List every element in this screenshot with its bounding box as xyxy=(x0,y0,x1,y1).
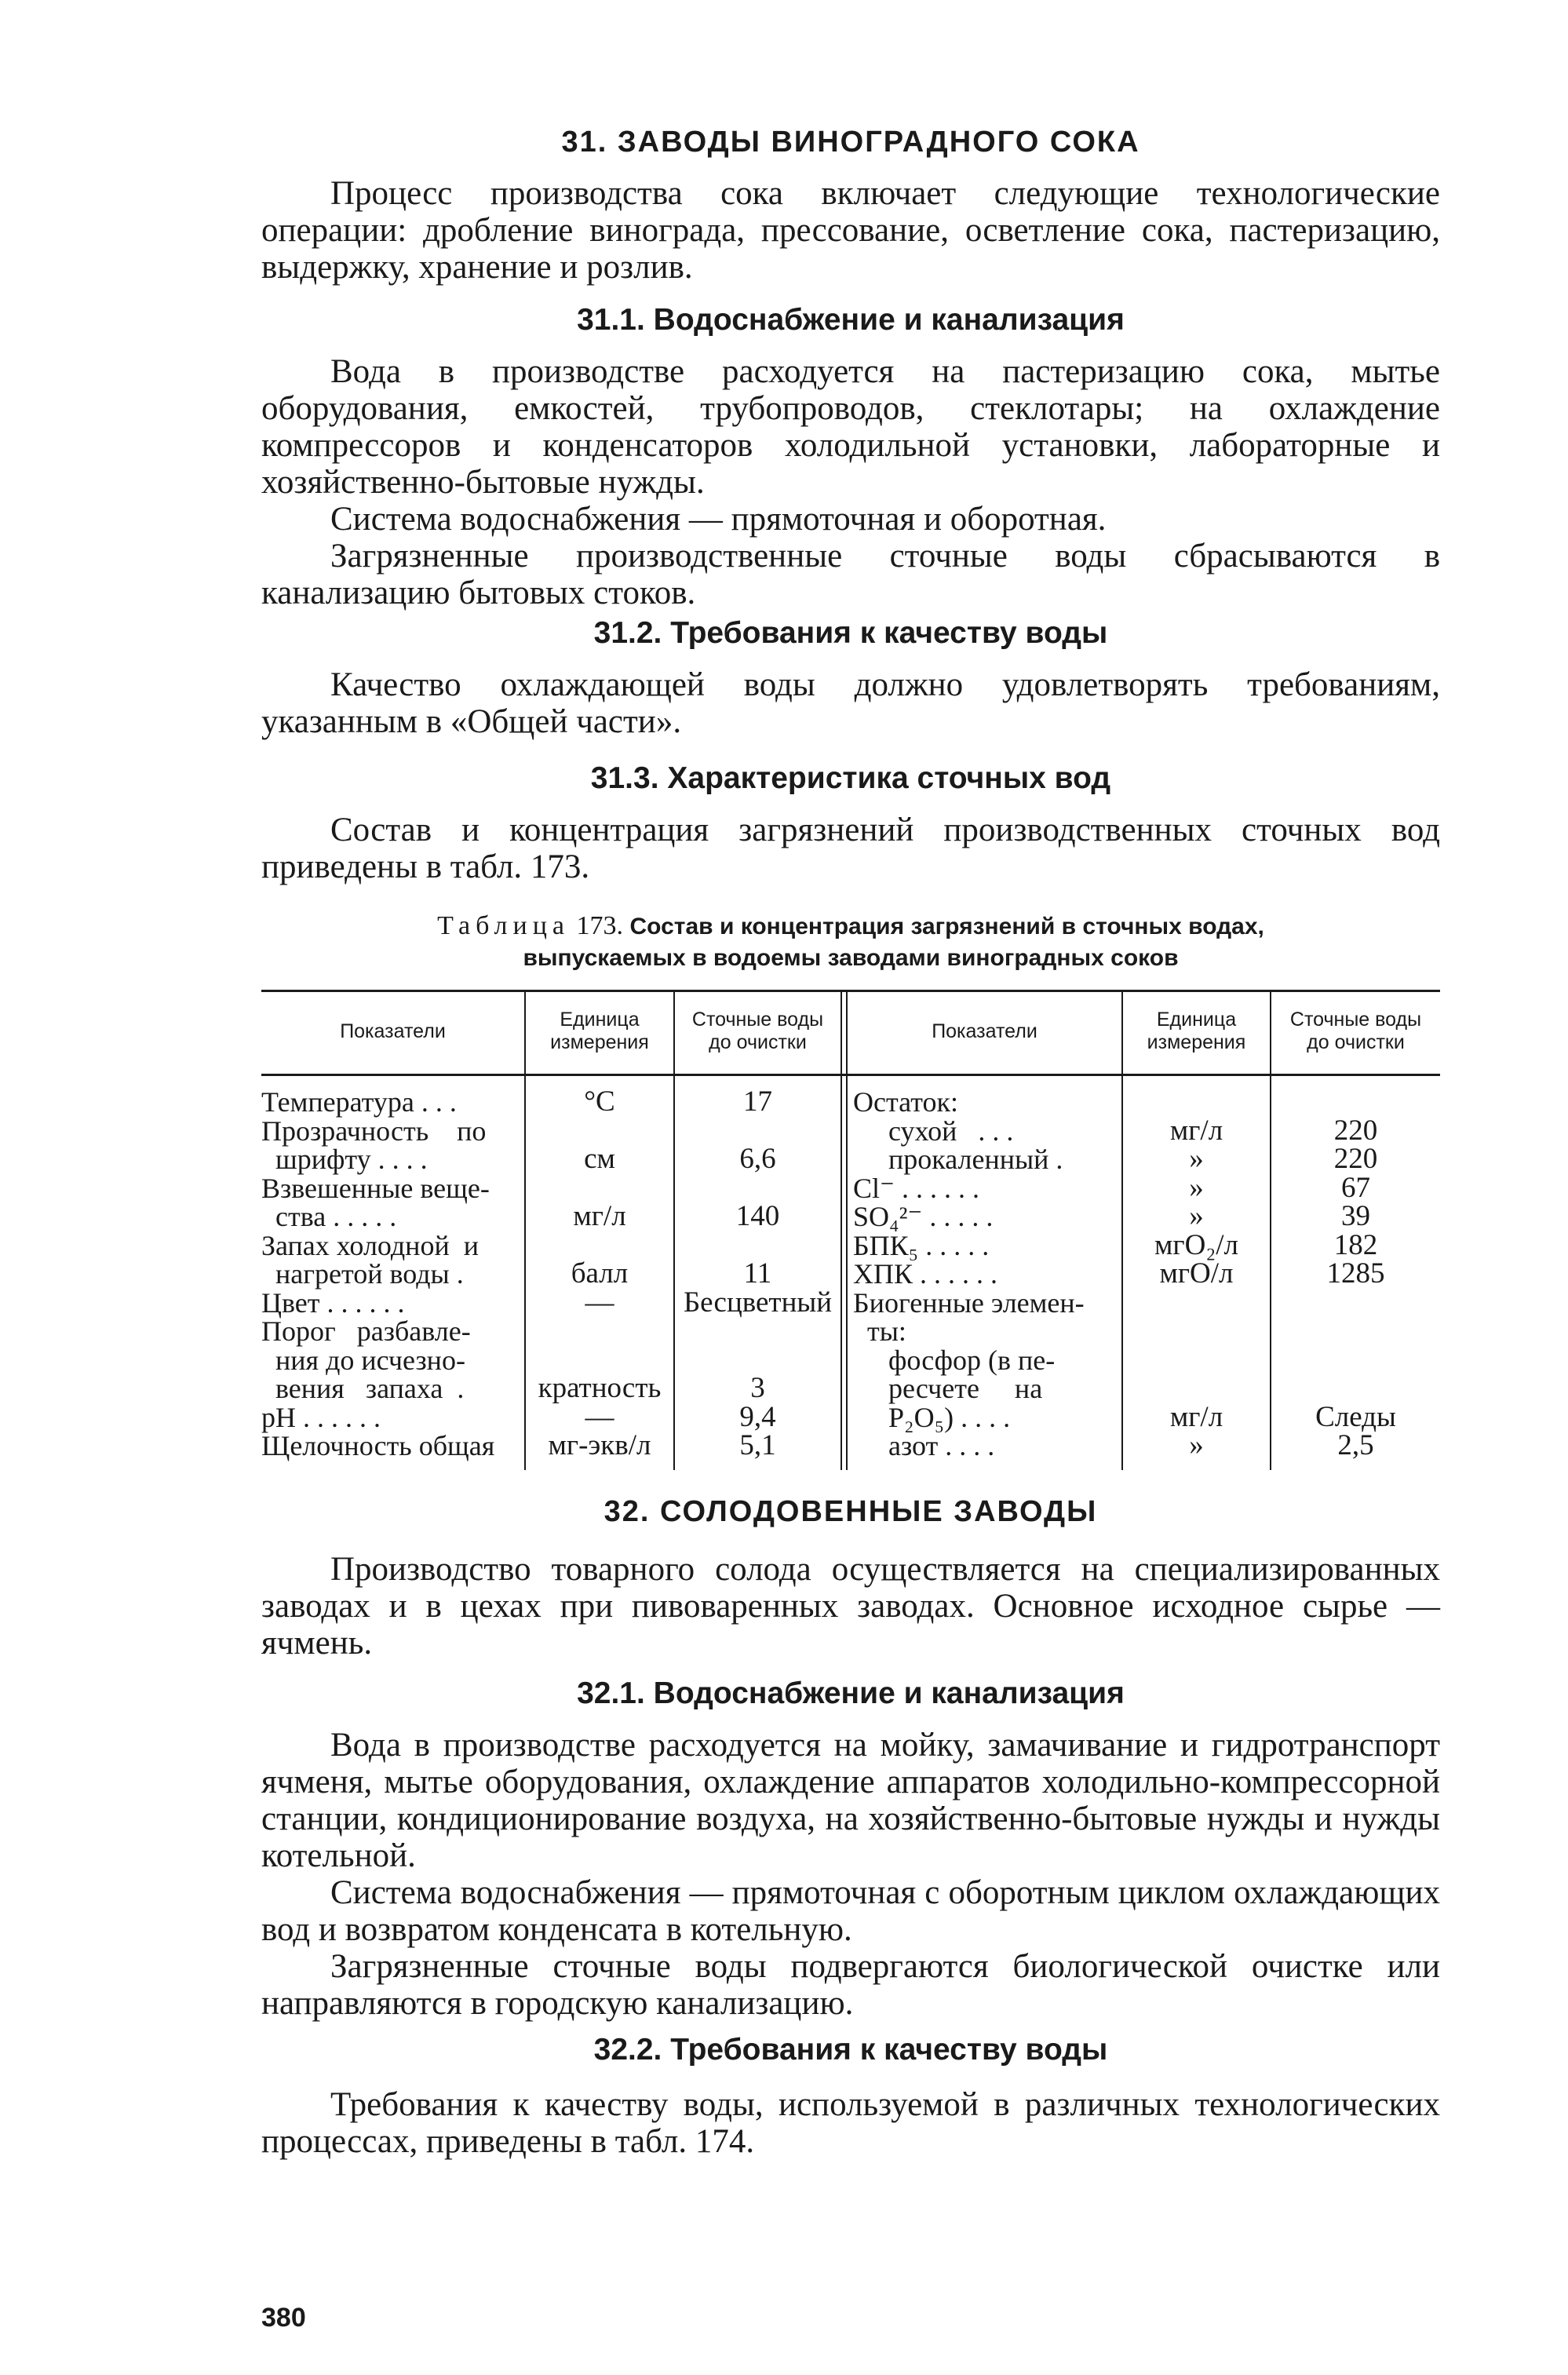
header-value-line-1: Сточные воды xyxy=(691,1009,824,1031)
table-173 xyxy=(261,990,1440,1470)
header-unit-line-2: измерения xyxy=(550,1031,649,1053)
table-title-line-1: Состав и концентрация загрязнений в сточных водах, xyxy=(629,914,1264,939)
section-31-1 xyxy=(261,303,1440,611)
section-32-title: 32. СОЛОДОВЕННЫЕ ЗАВОДЫ xyxy=(603,1495,1098,1528)
section-31-1-paragraph-2: Система водоснабжения — прямоточная и оборотная. xyxy=(330,501,1107,538)
section-32-1-paragraph-3: Загрязненные сточные воды подвергаются биологической очистке или направляются в городскую канализацию. xyxy=(261,1948,1440,2022)
section-32-2-paragraph: Требования к качеству воды, используемой в различных технологических процессах, приведены в табл. 174. xyxy=(261,2086,1440,2160)
section-32-1-title: 32.1. Водоснабжение и канализация xyxy=(577,1676,1125,1710)
header-unit-line-1: Единица xyxy=(560,1009,640,1031)
section-31-2-paragraph: Качество охлаждающей воды должно удовлетворять требованиям, указанным в «Общей части». xyxy=(261,666,1440,740)
section-32-1-paragraph-1: Вода в производстве расходуется на мойку, замачивание и гидротранспорт ячменя, мытье оборудования, охлаждение аппаратов холодильно-компрессорной станции, кондиционирование воздуха, на хозяйственно-бытовые нужды и нужды котельной. xyxy=(261,1727,1440,1874)
section-31-1-title: 31.1. Водоснабжение и канализация xyxy=(577,303,1125,337)
right-values-column: 220 220 67 39 182 1285 Следы 2,5 xyxy=(1315,1114,1396,1461)
section-32-2-title: 32.2. Требования к качеству воды xyxy=(593,2033,1108,2067)
section-31-2 xyxy=(261,616,1440,740)
column-divider xyxy=(846,990,848,1470)
header-indicator-left: Показатели xyxy=(340,1020,446,1042)
table-number: 173. xyxy=(576,911,624,940)
section-32-1 xyxy=(261,1676,1440,2022)
header-value-line-2: до очистки xyxy=(1307,1031,1405,1053)
section-31-3 xyxy=(261,761,1440,885)
header-unit-right xyxy=(1123,1009,1270,1054)
right-indicators-column: Остаток: сухой . . . прокаленный . Cl⁻ . . . . . . SO₄²⁻ . . . . . БПК₅ . . . . . ХПК . . . . . . Биогенные элемен- ты: фосфор (в пе- ресчете на P₂O₅) . . . . азот . . . . xyxy=(853,1086,1085,1461)
header-unit-line-1: Единица xyxy=(1156,1009,1237,1031)
section-31-3-paragraph: Состав и концентрация загрязнений производственных сточных вод приведены в табл. 173. xyxy=(261,812,1440,885)
table-173-caption xyxy=(261,910,1440,974)
left-values-column: 17 6,6 140 11 Бесцветный 3 9,4 5,1 xyxy=(683,1085,833,1461)
table-top-rule xyxy=(261,990,1440,992)
section-31-3-title: 31.3. Характеристика сточных вод xyxy=(590,761,1111,795)
section-31 xyxy=(261,126,1440,286)
left-units-column: °С см мг/л балл — кратность — мг-экв/л xyxy=(538,1085,662,1461)
header-value-line-1: Сточные воды xyxy=(1289,1009,1422,1031)
page-number: 380 xyxy=(261,2303,306,2333)
left-indicators-column: Температура . . . Прозрачность по шрифту . . . . Взвешенные веще- ства . . . . . Запах холодной и нагретой воды . Цвет . . . . . . Порог разбавле- ния до исчезно- вения запаха . pH . . . . . . Щелочность общая xyxy=(261,1086,495,1461)
section-32-intro: Производство товарного солода осуществляется на специализированных заводах и в цехах при пивоваренных заводах. Основное исходное сырье — ячмень. xyxy=(261,1551,1440,1662)
section-31-1-paragraph-3: Загрязненные производственные сточные воды сбрасываются в канализацию бытовых стоков. xyxy=(261,538,1440,611)
section-31-1-paragraph-1: Вода в производстве расходуется на пастеризацию сока, мытье оборудования, емкостей, трубопроводов, стеклотары; на охлаждение компрессоров и конденсаторов холодильной установки, лабораторные и хозяйственно-бытовые нужды. xyxy=(261,353,1440,501)
table-header-rule xyxy=(261,1074,1440,1076)
header-unit-line-2: измерения xyxy=(1147,1031,1246,1053)
section-31-intro: Процесс производства сока включает следующие технологические операции: дробление винограда, прессование, осветление сока, пастеризацию, выдержку, хранение и розлив. xyxy=(261,175,1440,286)
section-32 xyxy=(261,1495,1440,1662)
right-units-column: мг/л » » » мгО₂/л мгО/л мг/л » xyxy=(1154,1114,1238,1461)
table-title-line-2: выпускаемых в водоемы заводами виноградных соков xyxy=(523,945,1179,971)
section-31-2-title: 31.2. Требования к качеству воды xyxy=(593,616,1108,650)
header-value-left xyxy=(675,1009,841,1054)
column-divider xyxy=(841,990,842,1470)
section-31-title: 31. ЗАВОДЫ ВИНОГРАДНОГО СОКА xyxy=(561,126,1140,159)
header-indicator-right: Показатели xyxy=(932,1020,1037,1042)
header-value-line-2: до очистки xyxy=(709,1031,807,1053)
header-unit-left xyxy=(526,1009,673,1054)
table-label: Таблица xyxy=(437,911,571,940)
header-value-right xyxy=(1271,1009,1440,1054)
section-32-2 xyxy=(261,2033,1440,2160)
section-32-1-paragraph-2: Система водоснабжения — прямоточная с оборотным циклом охлаждающих вод и возвратом конденсата в котельную. xyxy=(261,1874,1440,1948)
